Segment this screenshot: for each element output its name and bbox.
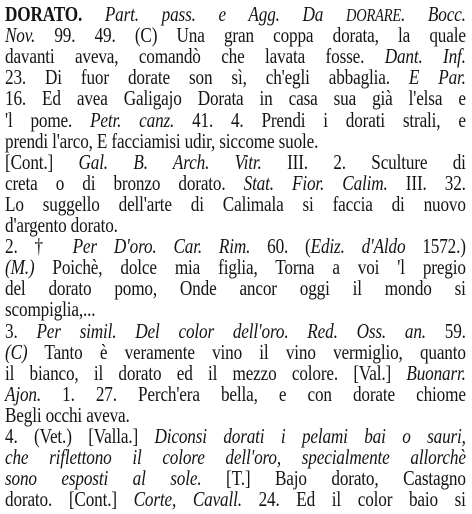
entry-line bbox=[5, 487, 466, 511]
text-run: 2. † bbox=[5, 234, 73, 259]
text-run: 99. 49. (C) Una gran coppa dorata, la quale bbox=[35, 23, 466, 48]
text-run: (M.) bbox=[5, 255, 35, 280]
text-run: 41. 4. Prendi i dorati strali, e bbox=[174, 107, 466, 132]
text-run: Per D'oro. Car. Rim. bbox=[72, 234, 251, 259]
text-run: Dant. Inf. bbox=[384, 44, 466, 69]
text-run: Ajon. bbox=[5, 381, 41, 406]
text-run: DORATO. bbox=[5, 2, 83, 26]
text-run: 4. (Vet.) [Valla.] bbox=[5, 424, 155, 448]
text-run: 59. bbox=[425, 318, 466, 343]
text-run: 1. 27. Perch'era bella, e con dorate chiome bbox=[40, 381, 466, 406]
text-run: 60. ( bbox=[250, 234, 311, 259]
text-run: (C) bbox=[5, 339, 28, 364]
text-run: davanti aveva, comandò che lavata fosse. bbox=[5, 44, 385, 69]
text-run: sono esposti al sole. bbox=[5, 466, 202, 491]
text-run: Nov. bbox=[5, 23, 36, 48]
text-run: Part. pass. e Agg. Da bbox=[82, 2, 347, 26]
text-run: Stat. Fior. Calim. bbox=[243, 170, 388, 195]
text-run: del dorato pomo, Onde ancor oggi il mondo si bbox=[5, 276, 466, 301]
text-run: scompiglia,... bbox=[5, 297, 96, 322]
text-run: d'argento dorato. bbox=[5, 213, 118, 237]
text-run: Begli occhi aveva. bbox=[5, 402, 130, 427]
text-run: [Cont.] bbox=[5, 149, 79, 174]
text-run: Poichè, dolce mia figlia, Torna a voi 'l pregio bbox=[34, 255, 466, 280]
text-run: III. 32. bbox=[387, 170, 466, 195]
text-run: Tanto è veramente vino il vino vermiglio, quanto bbox=[27, 339, 466, 364]
text-run: Gal. B. Arch. Vitr. bbox=[78, 149, 262, 174]
text-run: il bianco, il dorato ed il mezzo colore. [Val.] bbox=[5, 360, 407, 385]
text-run: E Par. bbox=[408, 65, 466, 90]
text-run: . Bocc. bbox=[401, 2, 466, 26]
text-run: Buonarr. bbox=[406, 360, 466, 385]
text-run: III. 2. Sculture di bbox=[261, 149, 466, 174]
text-run: 23. Di fuor dorate son sì, ch'egli abbaglia. bbox=[5, 65, 409, 90]
text-run: dorato. [Cont.] bbox=[5, 487, 134, 512]
text-run: prendi l'arco, E facciamisi udir, siccome suole. bbox=[5, 128, 319, 153]
text-run: DORARE bbox=[346, 5, 402, 25]
text-run: Petr. canz. bbox=[90, 107, 175, 132]
text-run: [T.] Bajo dorato, Castagno bbox=[201, 466, 466, 491]
text-run: creta o di bronzo dorato. bbox=[5, 170, 244, 195]
text-run: 24. Ed il color baio si bbox=[241, 487, 466, 512]
text-run: 1572.) bbox=[405, 234, 466, 259]
text-run: Ediz. d'Aldo bbox=[310, 234, 406, 259]
text-run: Per simil. Del color dell'oro. Red. Oss. an. bbox=[36, 318, 426, 343]
text-run: che riflettono il colore dell'oro, specialmente allorchè bbox=[5, 445, 466, 470]
text-run: 16. Ed avea Galigajo Dorata in casa sua già l'elsa e bbox=[5, 86, 466, 111]
text-run: 'l pome. bbox=[5, 107, 91, 132]
text-run: Lo suggello dell'arte di Calimala si faccia di nuovo bbox=[5, 191, 466, 216]
text-run: 3. bbox=[5, 318, 37, 343]
text-run: Diconsi dorati i pelami bai o sauri, bbox=[154, 424, 466, 448]
text-run: Corte, Cavall. bbox=[133, 487, 242, 512]
